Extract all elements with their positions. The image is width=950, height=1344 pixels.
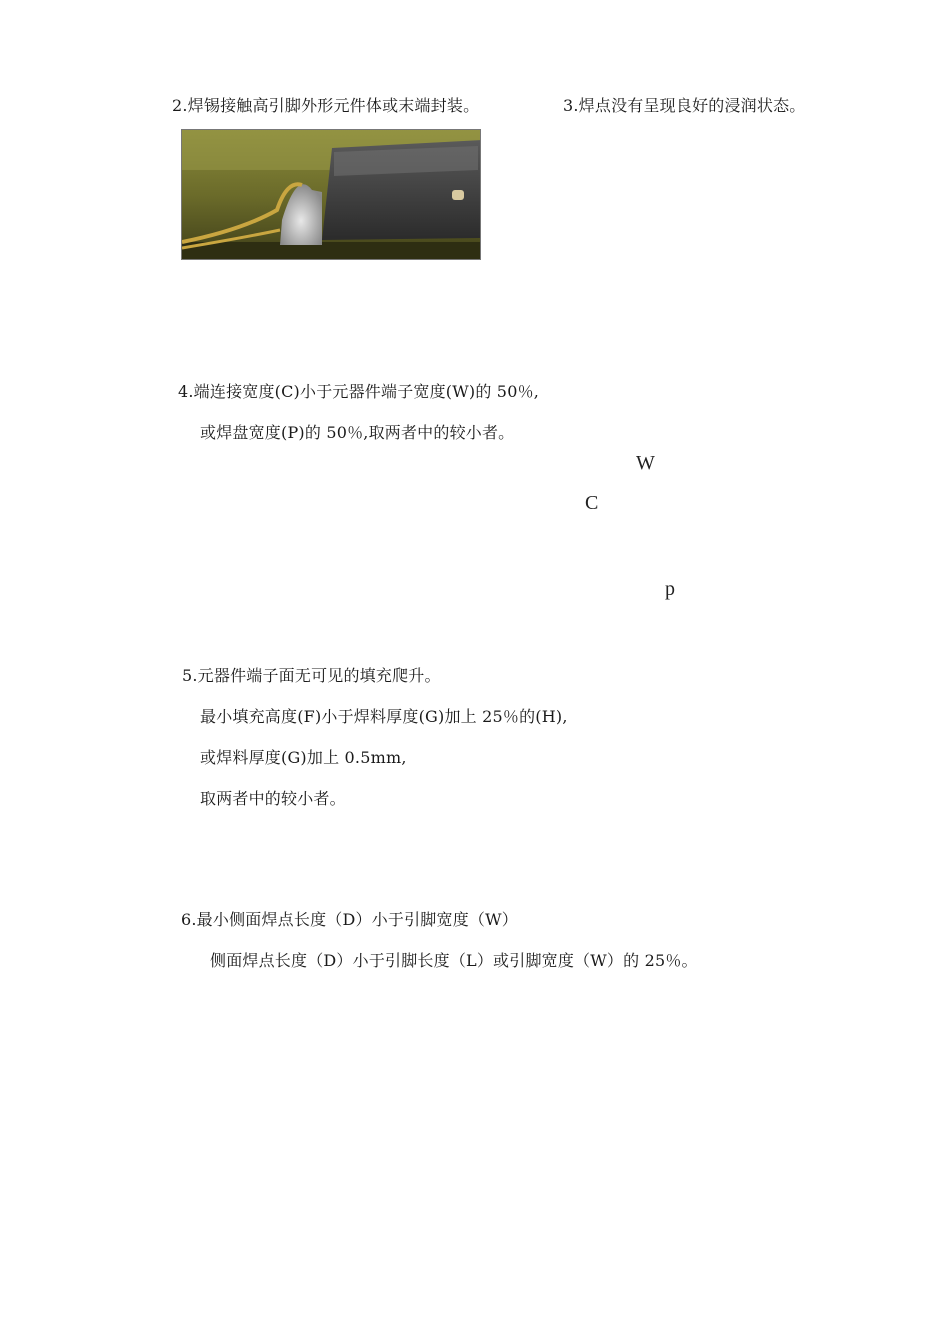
item-5-line-3: 或焊料厚度(G)加上 0.5mm, bbox=[200, 748, 407, 767]
item-5-line-2: 最小填充高度(F)小于焊料厚度(G)加上 25％的(H), bbox=[200, 707, 568, 726]
item-5-line-1: 5.元器件端子面无可见的填充爬升。 bbox=[182, 666, 441, 685]
item-6-line-2: 侧面焊点长度（D）小于引脚长度（L）或引脚宽度（W）的 25％。 bbox=[210, 951, 698, 970]
item-3-text: 3.焊点没有呈现良好的浸润状态。 bbox=[563, 96, 806, 115]
item-4-line-1: 4.端连接宽度(C)小于元器件端子宽度(W)的 50％, bbox=[178, 382, 540, 401]
solder-joint-photo bbox=[181, 129, 481, 260]
item-4-line-2: 或焊盘宽度(P)的 50％,取两者中的较小者。 bbox=[200, 423, 515, 442]
diagram-label-w: W bbox=[636, 452, 655, 474]
diagram-label-c: C bbox=[585, 492, 599, 514]
item-5-line-4: 取两者中的较小者。 bbox=[200, 789, 346, 808]
diagram-label-p: p bbox=[665, 578, 675, 600]
item-6-line-1: 6.最小侧面焊点长度（D）小于引脚宽度（W） bbox=[181, 910, 518, 929]
item-2-text: 2.焊锡接触高引脚外形元件体或末端封装。 bbox=[172, 96, 480, 115]
